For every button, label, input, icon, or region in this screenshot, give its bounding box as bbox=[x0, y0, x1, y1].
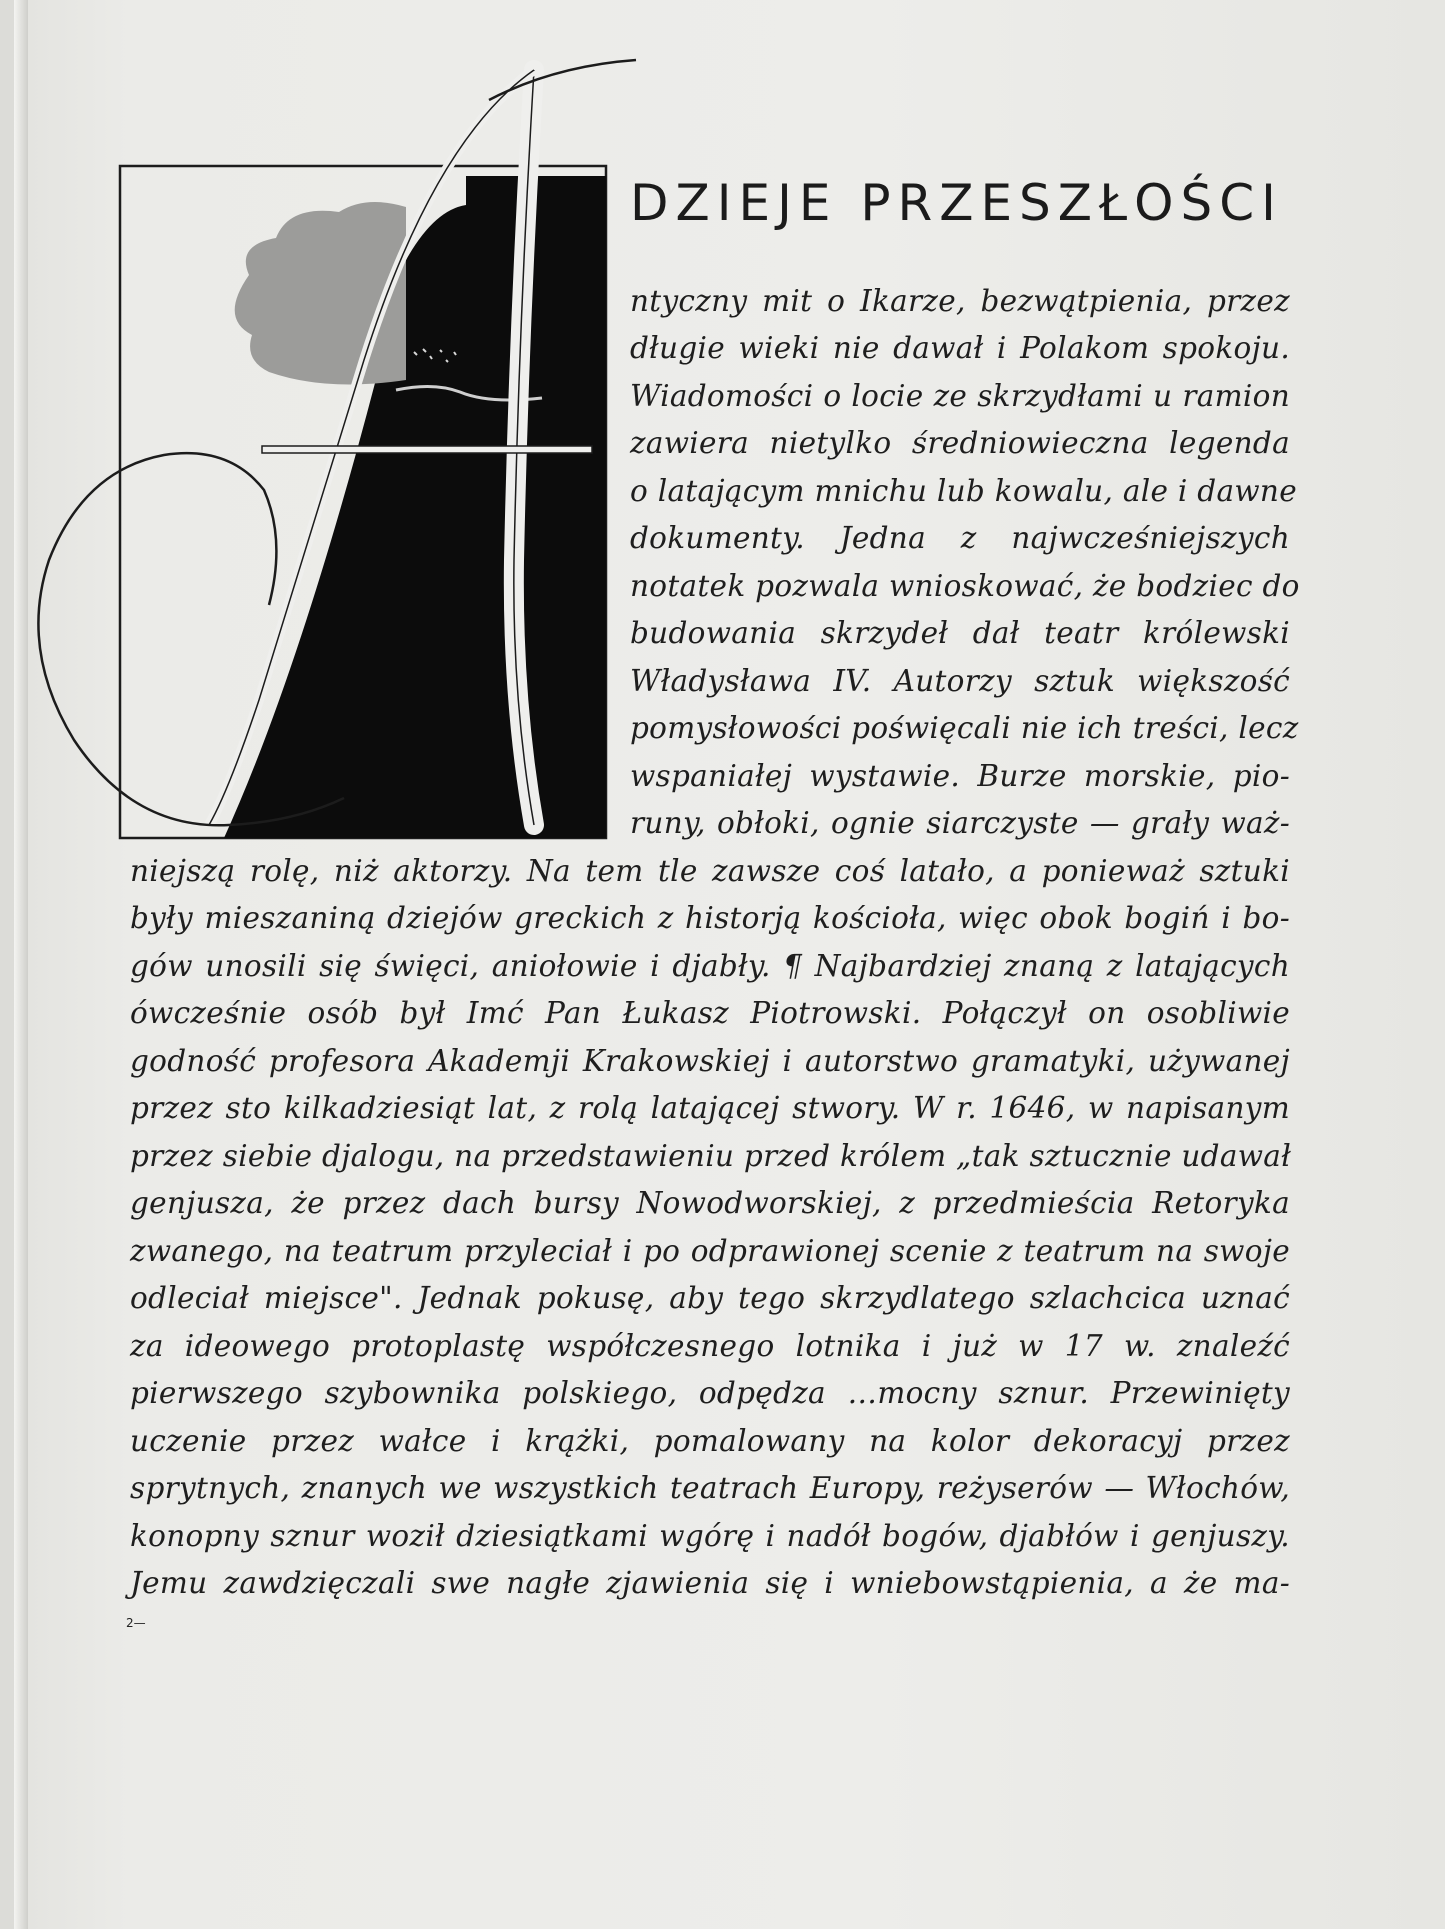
text-line: budowania skrzydeł dał teatr królewski bbox=[630, 616, 1290, 650]
text-line: runy, obłoki, ognie siarczyste — grały waż- bbox=[630, 806, 1290, 840]
page-title: DZIEJE PRZESZŁOŚCI bbox=[630, 174, 1283, 232]
text-line: ntyczny mit o Ikarze, bezwątpienia, przez bbox=[630, 284, 1290, 318]
text-line: genjusza, że przez dach bursy Nowodworskiej, z przedmieścia Retoryka bbox=[130, 1186, 1290, 1220]
text-line: notatek pozwala wnioskować, że bodziec do bbox=[630, 569, 1300, 603]
text-line: niejszą rolę, niż aktorzy. Na tem tle zawsze coś latało, a ponieważ sztuki bbox=[130, 854, 1290, 888]
text-line: zwanego, na teatrum przyleciał i po odprawionej scenie z teatrum na swoje bbox=[130, 1234, 1290, 1268]
text-line: konopny sznur woził dziesiątkami wgórę i nadół bogów, djabłów i genjuszy. bbox=[130, 1519, 1290, 1553]
text-line: przez sto kilkadziesiąt lat, z rolą latającej stwory. W r. 1646, w napisanym bbox=[130, 1091, 1290, 1125]
text-line: za ideowego protoplastę współczesnego lotnika i już w 17 w. znaleźć bbox=[130, 1329, 1290, 1363]
book-page bbox=[14, 0, 1445, 1929]
text-line: odleciał miejsce". Jednak pokusę, aby tego skrzydlatego szlachcica uznać bbox=[130, 1281, 1290, 1315]
text-line: Wiadomości o locie ze skrzydłami u ramion bbox=[630, 379, 1290, 413]
text-line: przez siebie djalogu, na przedstawieniu przed królem „tak sztucznie udawał bbox=[130, 1139, 1292, 1173]
text-line: uczenie przez wałce i krążki, pomalowany na kolor dekoracyj przez bbox=[130, 1424, 1290, 1458]
text-line: długie wieki nie dawał i Polakom spokoju. bbox=[630, 331, 1290, 365]
decorated-initial-a bbox=[14, 0, 654, 860]
text-line: były mieszaniną dziejów greckich z historją kościoła, więc obok bogiń i bo- bbox=[130, 901, 1290, 935]
text-line: gów unosili się święci, aniołowie i djabły. ¶ Najbardziej znaną z latających bbox=[130, 949, 1290, 983]
text-line: zawiera nietylko średniowieczna legenda bbox=[630, 426, 1290, 460]
text-line: wspaniałej wystawie. Burze morskie, pio- bbox=[630, 759, 1290, 793]
text-line: sprytnych, znanych we wszystkich teatrach Europy, reżyserów — Włochów, bbox=[130, 1471, 1290, 1505]
footnote-marker: 2— bbox=[126, 1616, 146, 1630]
text-line: o latającym mnichu lub kowalu, ale i dawne bbox=[630, 474, 1297, 508]
text-line: pierwszego szybownika polskiego, odpędza …mocny sznur. Przewinięty bbox=[130, 1376, 1290, 1410]
text-line: Jemu zawdzięczali swe nagłe zjawienia się i wniebowstąpienia, a że ma- bbox=[130, 1566, 1290, 1600]
text-line: dokumenty. Jedna z najwcześniejszych bbox=[630, 521, 1290, 555]
text-line: godność profesora Akademji Krakowskiej i autorstwo gramatyki, używanej bbox=[130, 1044, 1290, 1078]
text-line: Władysława IV. Autorzy sztuk większość bbox=[630, 664, 1290, 698]
text-line: ówcześnie osób był Imć Pan Łukasz Piotrowski. Połączył on osobliwie bbox=[130, 996, 1290, 1030]
text-line: pomysłowości poświęcali nie ich treści, lecz bbox=[630, 711, 1299, 745]
